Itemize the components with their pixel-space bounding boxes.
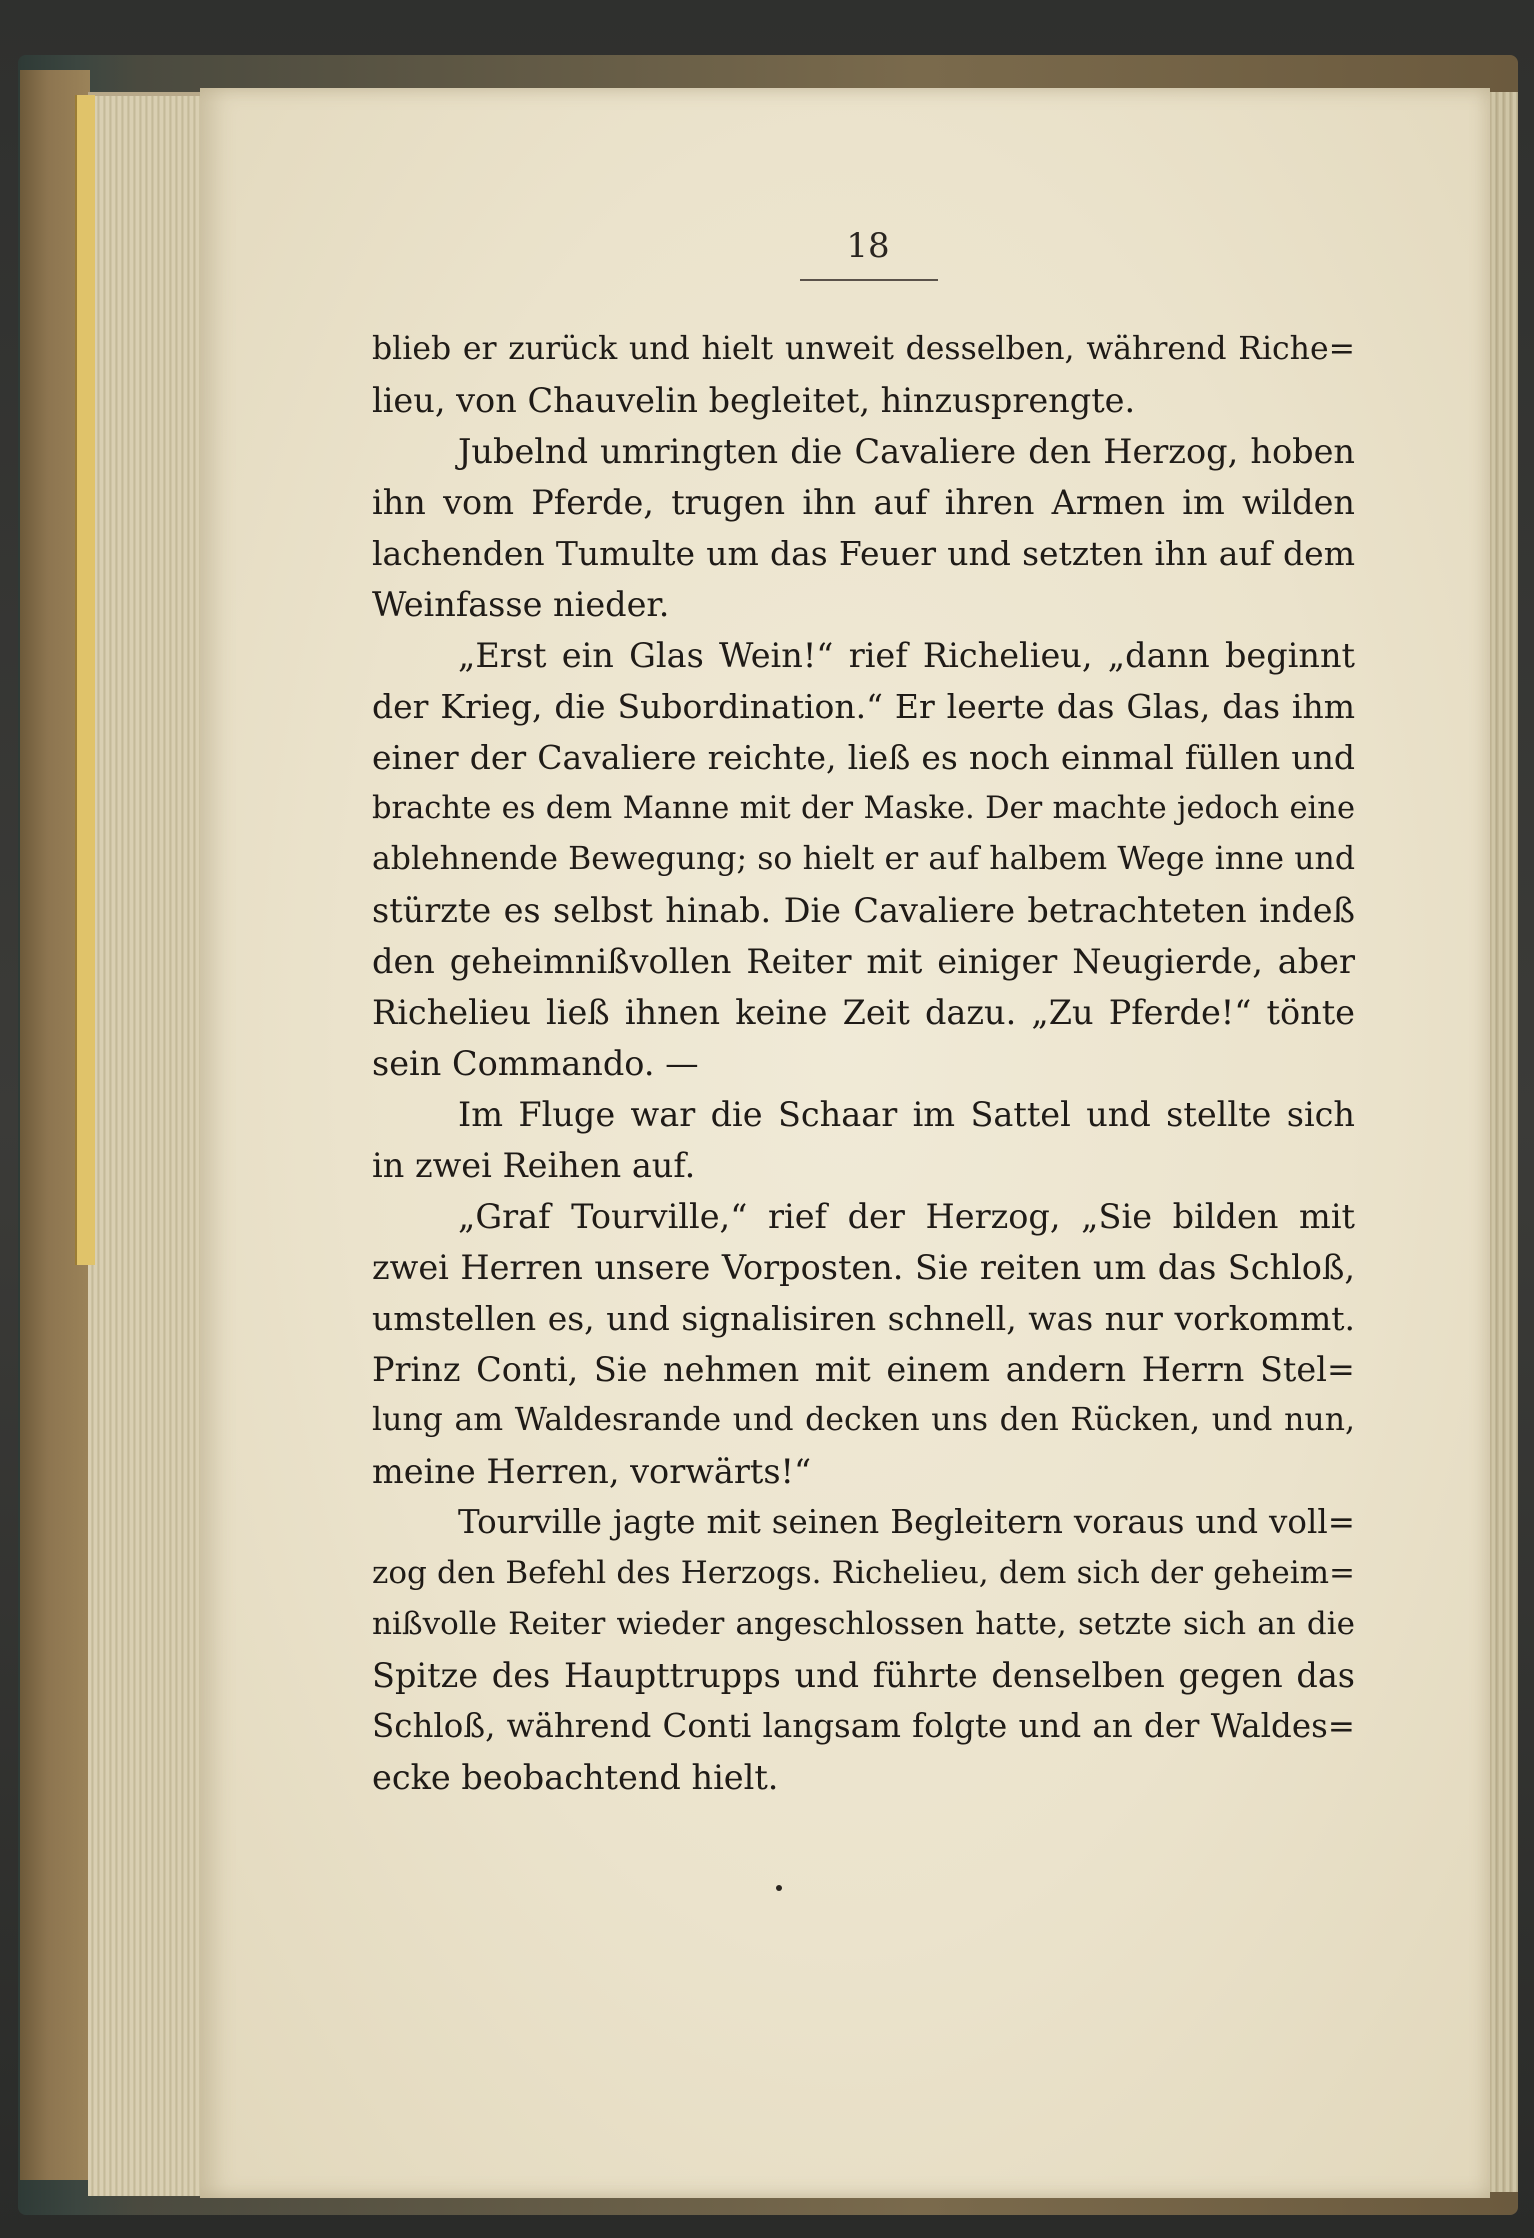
- text-line: „Graf Tourville,“ rief der Herzog, „Sie bilden mit: [458, 1197, 1355, 1236]
- text-line: stürzte es selbst hinab. Die Cavaliere betrachteten indeß: [372, 891, 1355, 930]
- text-line: den geheimnißvollen Reiter mit einiger Neugierde, aber: [372, 942, 1355, 981]
- text-line: lachenden Tumulte um das Feuer und setzten ihn auf dem: [372, 534, 1355, 573]
- spine-strip: [75, 95, 95, 1265]
- page-number: 18: [846, 226, 890, 266]
- text-line: Prinz Conti, Sie nehmen mit einem andern Herrn Stel=: [372, 1350, 1355, 1389]
- body-text: [372, 324, 1355, 1803]
- text-line: meine Herren, vorwärts!“: [372, 1452, 812, 1491]
- text-line: Im Fluge war die Schaar im Sattel und stellte sich: [458, 1095, 1355, 1134]
- text-line: einer der Cavaliere reichte, ließ es noch einmal füllen und: [372, 738, 1355, 777]
- text-line: sein Commando. —: [372, 1044, 699, 1083]
- text-line: Tourville jagte mit seinen Begleitern voraus und voll=: [458, 1503, 1355, 1541]
- text-line: nißvolle Reiter wieder angeschlossen hatte, setzte sich an die: [372, 1606, 1355, 1642]
- text-line: ihn vom Pferde, trugen ihn auf ihren Armen im wilden: [372, 483, 1355, 522]
- text-line: umstellen es, und signalisiren schnell, was nur vorkommt.: [372, 1299, 1355, 1338]
- text-line: Schloß, während Conti langsam folgte und an der Waldes=: [372, 1707, 1355, 1745]
- text-line: ecke beobachtend hielt.: [372, 1758, 779, 1797]
- text-line: Spitze des Haupttrupps und führte denselben gegen das: [372, 1656, 1355, 1695]
- text-line: zog den Befehl des Herzogs. Richelieu, dem sich der geheim=: [372, 1555, 1355, 1591]
- text-line: zwei Herren unsere Vorposten. Sie reiten um das Schloß,: [372, 1248, 1355, 1287]
- text-line: lieu, von Chauvelin begleitet, hinzusprengte.: [372, 381, 1136, 420]
- text-line: „Erst ein Glas Wein!“ rief Richelieu, „dann beginnt: [458, 636, 1355, 675]
- text-line: der Krieg, die Subordination.“ Er leerte das Glas, das ihm: [372, 687, 1355, 726]
- text-line: Richelieu ließ ihnen keine Zeit dazu. „Zu Pferde!“ tönte: [372, 993, 1355, 1032]
- left-page-stack: [88, 92, 208, 2196]
- text-line: ablehnende Bewegung; so hielt er auf halbem Wege inne und: [372, 841, 1355, 877]
- page-number-rule: [800, 279, 938, 281]
- text-line: lung am Waldesrande und decken uns den Rücken, und nun,: [372, 1402, 1355, 1438]
- ink-speck: [776, 1885, 782, 1891]
- text-line: in zwei Reihen auf.: [372, 1146, 696, 1185]
- text-line: Jubelnd umringten die Cavaliere den Herzog, hoben: [458, 432, 1355, 471]
- text-line: Weinfasse nieder.: [372, 585, 670, 624]
- text-line: blieb er zurück und hielt unweit desselben, während Riche=: [372, 331, 1355, 367]
- text-line: brachte es dem Manne mit der Maske. Der machte jedoch eine: [372, 791, 1355, 826]
